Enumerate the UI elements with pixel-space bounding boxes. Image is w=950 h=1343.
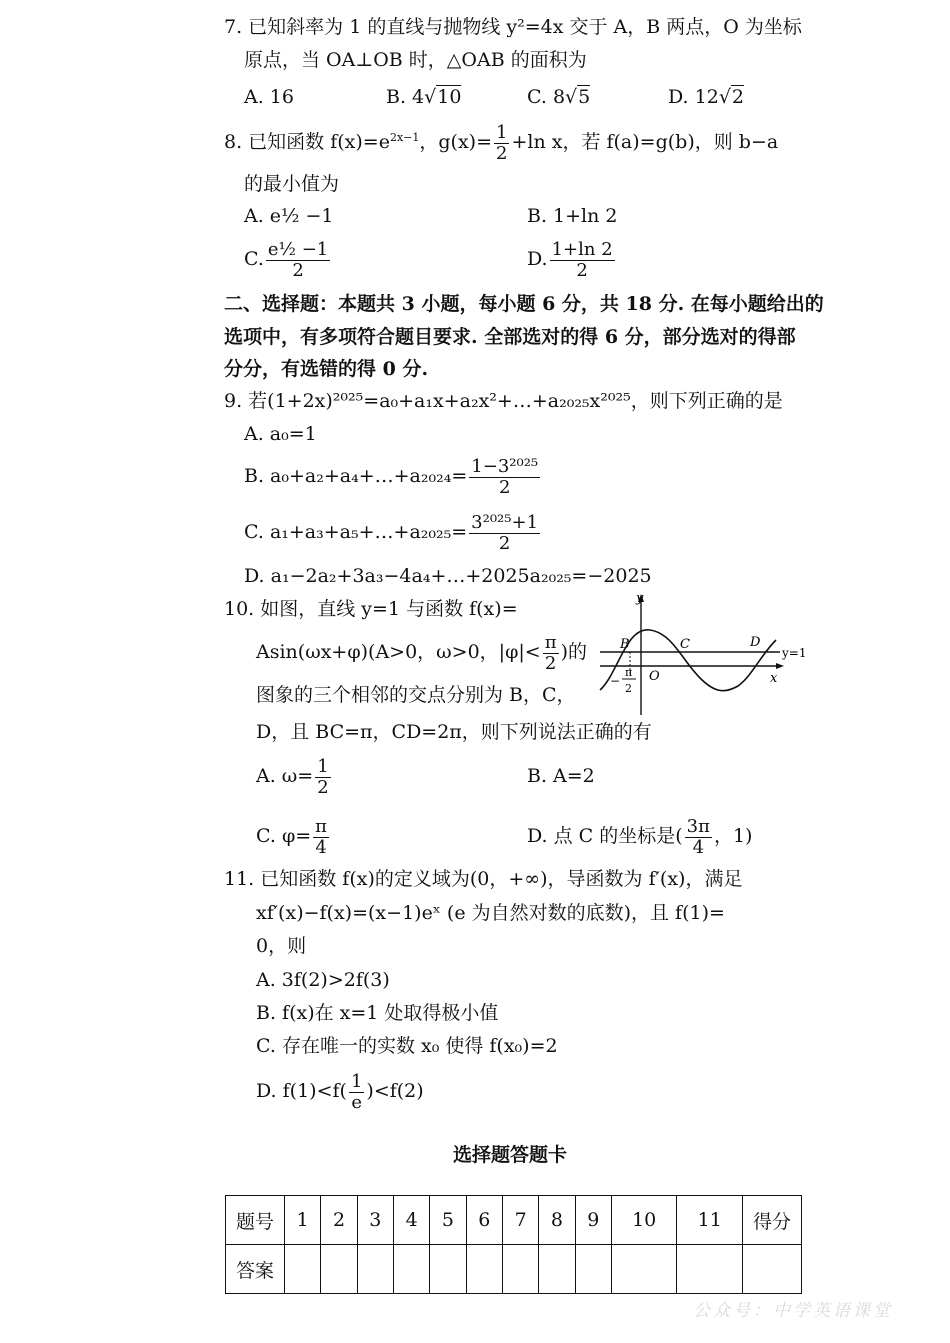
q8-option-a: A. e½ −1 <box>244 205 334 227</box>
answer-card-header-label: 题号 <box>226 1196 285 1245</box>
q8-option-b: B. 1+ln 2 <box>527 205 618 227</box>
answer-card-header-row <box>226 1196 802 1245</box>
watermark: 公众号：中学英语课堂 <box>693 1301 893 1321</box>
q10-stem-line3: 图象的三个相邻的交点分别为 B，C， <box>256 684 576 706</box>
answer-cell[interactable] <box>677 1245 743 1294</box>
q10-option-b: B. A=2 <box>527 765 595 787</box>
answer-card-col: 3 <box>357 1196 393 1245</box>
answer-card-col: 6 <box>466 1196 502 1245</box>
q10-graph <box>590 590 810 720</box>
answer-card-col: 8 <box>539 1196 575 1245</box>
answer-card-table <box>225 1195 802 1294</box>
q8-fraction-half: $\frac{1}{2}$ <box>496 121 508 164</box>
graph-point-c: C <box>680 637 690 652</box>
q9-option-d: D. a₁−2a₂+3a₃−4a₄+…+2025a₂₀₂₅=−2025 <box>244 565 652 587</box>
q7-option-c: C. 8√5 <box>527 86 591 108</box>
q11-stem-line1: 11. 已知函数 f(x)的定义域为(0，+∞)，导函数为 f′(x)，满足 <box>224 868 743 890</box>
q7-option-b: B. 4√10 <box>386 86 462 108</box>
graph-label-x: x <box>770 671 778 686</box>
q11-option-a: A. 3f(2)>2f(3) <box>256 969 390 991</box>
graph-neg-den: 2 <box>625 682 632 695</box>
q7-stem-line2: 原点，当 OA⊥OB 时，△OAB 的面积为 <box>244 49 587 71</box>
graph-x-arrow <box>776 663 784 669</box>
graph-label-y: y <box>636 591 644 606</box>
q10-stem-line1: 10. 如图，直线 y=1 与函数 f(x)= <box>224 598 518 620</box>
answer-card-title: 选择题答题卡 <box>453 1144 568 1166</box>
q11-option-b: B. f(x)在 x=1 处取得极小值 <box>256 1002 499 1024</box>
graph-point-b: B <box>620 637 630 652</box>
q8-option-d: D. $\frac{1+\ln 2}{2}$ <box>527 238 613 281</box>
answer-card-answer-row <box>226 1245 802 1294</box>
graph-point-d: D <box>750 635 761 650</box>
answer-cell[interactable] <box>502 1245 538 1294</box>
q9-option-c: C. a₁+a₃+a₅+…+a₂₀₂₅= $\frac{\text{3²⁰²⁵+1}}{2}$ <box>244 511 539 554</box>
answer-cell[interactable] <box>466 1245 502 1294</box>
graph-neg-num: π <box>625 666 633 679</box>
q11-stem-line2: xf′(x)−f(x)=(x−1)eˣ (e 为自然对数的底数)，且 f(1)= <box>256 902 725 924</box>
graph-label-line: y=1 <box>782 646 807 660</box>
answer-cell[interactable] <box>611 1245 676 1294</box>
q10-stem-line4: D，且 BC=π，CD=2π，则下列说法正确的有 <box>256 721 652 743</box>
answer-card-col: 11 <box>677 1196 743 1245</box>
q10-option-a: A. ω= $\frac{1}{2}$ <box>256 755 329 798</box>
answer-cell[interactable] <box>321 1245 357 1294</box>
answer-card-col: 2 <box>321 1196 357 1245</box>
q10-stem-line2: Asin(ωx+φ)(A>0，ω>0，|φ|< $\frac{\pi}{2}$ )的 <box>256 631 587 674</box>
answer-card-col: 1 <box>285 1196 321 1245</box>
answer-cell[interactable] <box>430 1245 466 1294</box>
answer-card-col: 5 <box>430 1196 466 1245</box>
q11-option-c: C. 存在唯一的实数 x₀ 使得 f(x₀)=2 <box>256 1035 558 1057</box>
q11-option-d: D. f(1)<f( $\frac{1}{e}$ )<f(2) <box>256 1070 424 1113</box>
q7-option-d: D. 12√2 <box>668 86 745 108</box>
q11-stem-line3: 0，则 <box>256 935 307 957</box>
q7-stem-line1: 7. 已知斜率为 1 的直线与抛物线 y²=4x 交于 A，B 两点，O 为坐标 <box>224 16 802 38</box>
score-cell[interactable] <box>743 1245 802 1294</box>
q8-stem-line1: 8. 已知函数 $f(x)=e^{2x-1}$，g(x)= $\frac{1}{2}$ +ln x，若 f(a)=g(b)，则 b−a <box>224 121 779 164</box>
answer-card-score-label: 得分 <box>743 1196 802 1245</box>
section2-line3: 分分，有选错的得 0 分. <box>224 358 429 380</box>
q8-option-c: C. $\frac{\text{e½ −1}}{2}$ <box>244 238 329 281</box>
q8-stem-line2: 的最小值为 <box>244 173 340 195</box>
answer-cell[interactable] <box>539 1245 575 1294</box>
answer-card-col: 4 <box>393 1196 429 1245</box>
answer-card-col: 7 <box>502 1196 538 1245</box>
answer-cell[interactable] <box>575 1245 611 1294</box>
q9-stem: 9. 若(1+2x)²⁰²⁵=a₀+a₁x+a₂x²+…+a₂₀₂₅x²⁰²⁵，则下列正确的是 <box>224 390 783 412</box>
answer-card-col: 10 <box>611 1196 676 1245</box>
section2-line2: 选项中，有多项符合题目要求. 全部选对的得 6 分，部分选对的得部 <box>224 326 796 348</box>
q10-option-d: D. 点 C 的坐标是( $\frac{3\pi}{4}$ ，1) <box>527 815 753 858</box>
graph-origin: O <box>649 669 660 684</box>
q9-option-b: B. a₀+a₂+a₄+…+a₂₀₂₄= $\frac{\text{1−3²⁰²⁵}}{2}$ <box>244 455 539 498</box>
section2-line1: 二、选择题：本题共 3 小题，每小题 6 分，共 18 分. 在每小题给出的 <box>224 293 824 315</box>
q10-option-c: C. φ= $\frac{\pi}{4}$ <box>256 815 328 858</box>
answer-card-col: 9 <box>575 1196 611 1245</box>
answer-card-answer-label: 答案 <box>226 1245 285 1294</box>
answer-cell[interactable] <box>357 1245 393 1294</box>
answer-cell[interactable] <box>285 1245 321 1294</box>
graph-neg-sign: − <box>610 674 621 688</box>
q9-option-a: A. a₀=1 <box>244 423 317 445</box>
answer-cell[interactable] <box>393 1245 429 1294</box>
q7-option-a: A. 16 <box>244 86 294 108</box>
